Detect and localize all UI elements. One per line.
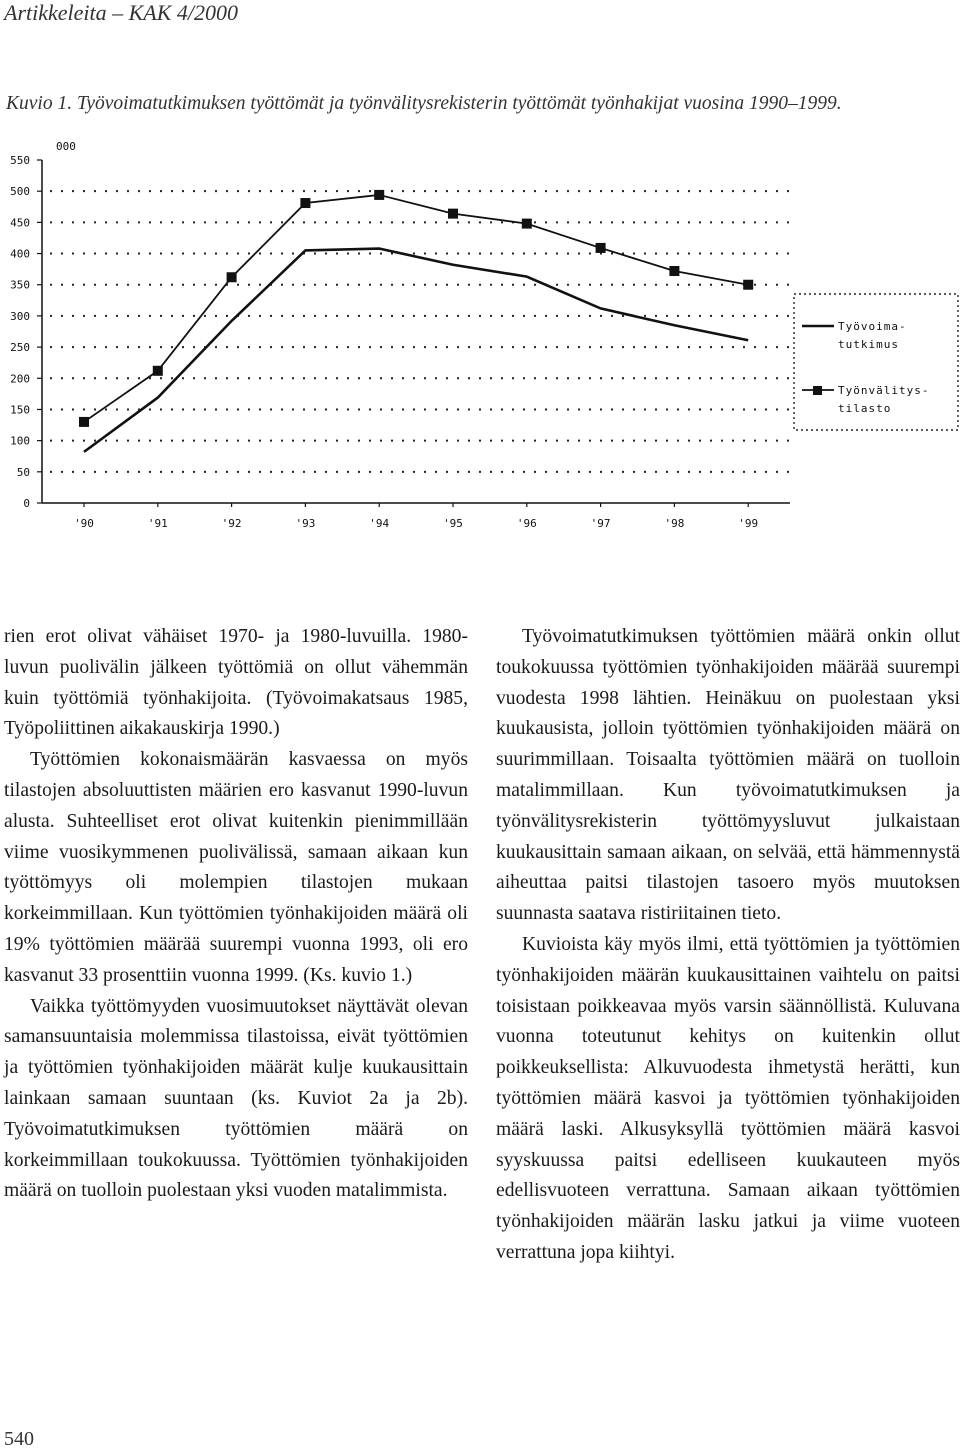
y-tick-label: 250	[10, 341, 30, 355]
journal-header: Artikkeleita – KAK 4/2000	[4, 0, 239, 25]
chart-series	[79, 190, 753, 452]
legend-label: tilasto	[838, 402, 892, 415]
legend-label: Työvoima-	[838, 320, 907, 333]
y-tick-label: 200	[10, 372, 30, 386]
legend-marker	[813, 386, 822, 395]
right-column	[496, 622, 960, 1269]
x-tick-label: '90	[74, 517, 94, 530]
data-point	[522, 219, 532, 229]
page-number: 540	[4, 1428, 34, 1450]
y-tick-label: 0	[23, 497, 30, 510]
x-tick-label: '98	[664, 517, 685, 530]
chart-legend	[794, 294, 958, 430]
x-tick-label: '91	[147, 517, 168, 530]
data-point	[374, 190, 384, 200]
y-tick-label: 500	[10, 185, 30, 199]
y-tick-label: 150	[10, 403, 30, 417]
data-point	[743, 280, 753, 290]
y-tick-label: 550	[10, 154, 30, 167]
y-axis-ticks	[10, 140, 76, 510]
data-point	[669, 266, 679, 276]
left-paragraph-1: rien erot olivat vähäiset 1970- ja 1980-luvuilla. 1980-luvun puolivälin jälkeen työttömiä on ollut vähemmän kuin työttömiä työnhakijoita. (Työvoimakatsaus 1985, Työpoliittinen aikakauskirja 1990.)	[4, 626, 468, 740]
y-axis-unit-label: 000	[56, 140, 76, 153]
chart-axes	[42, 160, 790, 503]
legend-label: Työnvälitys-	[838, 384, 930, 397]
x-tick-label: '95	[443, 517, 463, 530]
data-point	[227, 272, 237, 282]
x-tick-label: '93	[295, 517, 316, 530]
left-column	[4, 622, 468, 1207]
y-tick-label: 300	[10, 309, 30, 323]
y-tick-label: 100	[10, 434, 30, 448]
figure-caption: Kuvio 1. Työvoimatutkimuksen työttömät ja työnvälitysrekisterin työttömät työnhakijat vuosina 1990–1999.	[6, 93, 842, 114]
x-tick-label: '97	[590, 517, 611, 530]
data-point	[79, 417, 89, 427]
series-line	[84, 249, 748, 452]
x-tick-label: '99	[738, 517, 759, 530]
left-paragraph-3: Vaikka työttömyyden vuosimuutokset näyttävät olevan samansuuntaisia molemmissa tilastoissa, eivät työttömien ja työttömien työnhakijoiden määrät kulje kuukausittain lainkaan samaan suuntaan (ks. Kuviot 2a ja 2b). Työvoimatutkimuksen työttömien määrä on korkeimmillaan toukokuussa. Työttömien työnhakijoiden määrä on tuolloin puolestaan yksi vuoden matalimmista.	[4, 995, 468, 1202]
legend-label: tutkimus	[838, 338, 899, 351]
y-tick-label: 50	[16, 465, 30, 479]
data-point	[448, 209, 458, 219]
y-tick-label: 450	[10, 216, 30, 230]
chart-grid	[50, 191, 790, 472]
x-tick-label: '96	[516, 517, 537, 530]
line-chart	[0, 136, 960, 536]
x-axis-ticks	[74, 503, 758, 530]
series-line	[84, 195, 748, 422]
right-paragraph-2: Kuvioista käy myös ilmi, että työttömien ja työttömien työnhakijoiden määrän kuukausittainen vaihtelu on paitsi toisistaan poikkeavaa myös varsin säännöllistä. Kuluvana vuonna toteutunut kehitys on kuitenkin ollut poikkeuksellista: Alkuvuodesta ihmetystä herätti, kun työttömien määrä kasvoi ja työttömien työnhakijoiden määrä laski. Alkusyksyllä työttömien määrä kasvoi syyskuussa paitsi edelliseen kuukauteen myös edellisvuoteen verrattuna. Samaan aikaan työttömien työnhakijoiden määrän lasku jatkui ja viime vuoteen verrattuna jopa kiihtyi.	[496, 933, 960, 1263]
left-paragraph-2: Työttömien kokonaismäärän kasvaessa on myös tilastojen absoluuttisten määrien ero kasvanut 1990-luvun alusta. Suhteelliset erot olivat kuitenkin pienimmillään viime vuosikymmenen puolivälissä, samaan aikaan kun työttömyys oli molempien tilastojen mukaan korkeimmillaan. Kun työttömien työnhakijoiden määrä oli 19% työttömien määrää suurempi vuonna 1993, oli ero kasvanut 33 prosenttiin vuonna 1999. (Ks. kuvio 1.)	[4, 749, 468, 986]
right-paragraph-1: Työvoimatutkimuksen työttömien määrä onkin ollut toukokuussa työttömien työnhakijoiden määrää suurempi vuodesta 1998 lähtien. Heinäkuu on puolestaan yksi kuukausista, jolloin työttömien työnhakijoiden määrä on suurimmillaan. Toisaalta työttömien määrä on tuolloin matalimmillaan. Kun työvoimatutkimuksen ja työnvälitysrekisterin työttömyysluvut julkaistaan kuukausittain samaan aikaan, on selvää, että hämmennystä aiheuttaa paitsi tilastojen tasoero myös muutoksen suunnasta saatava ristiriitainen tieto.	[496, 626, 960, 925]
x-tick-label: '94	[369, 517, 390, 530]
x-tick-label: '92	[221, 517, 242, 530]
data-point	[153, 366, 163, 376]
y-tick-label: 350	[10, 278, 30, 292]
y-tick-label: 400	[10, 247, 30, 261]
data-point	[300, 198, 310, 208]
data-point	[596, 243, 606, 253]
